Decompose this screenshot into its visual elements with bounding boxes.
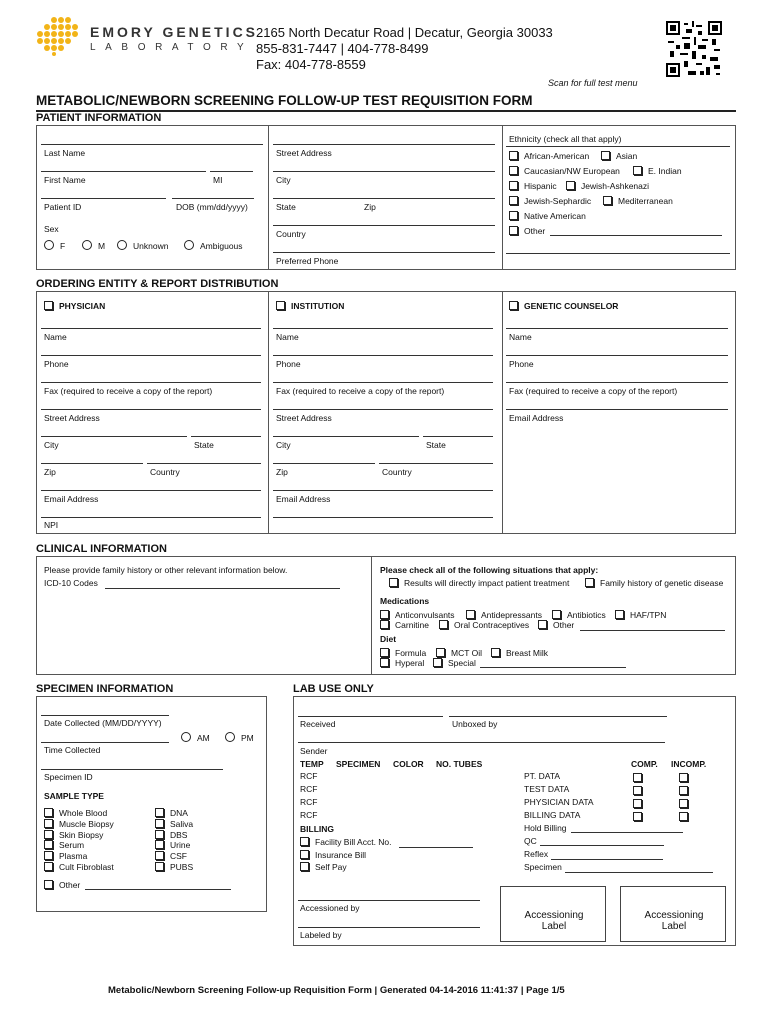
dob-field[interactable] [172,198,254,199]
inst-state-label: State [426,440,446,450]
lab-data-item: PT. DATA [524,771,561,781]
sample-type-heading: SAMPLE TYPE [44,791,104,801]
phys-fax-label: Fax (required to receive a copy of the report) [44,386,213,396]
reflex-label: Reflex [524,849,549,859]
eth-caucasian[interactable]: Caucasian/NW European [509,166,620,176]
time-collected-label: Time Collected [44,745,101,755]
icd-label: ICD-10 Codes [44,578,98,588]
sample-other-field[interactable] [85,889,231,890]
phys-city-label: City [44,440,59,450]
radio-m[interactable] [82,240,92,250]
sample-type-item[interactable]: PUBS [155,862,193,872]
ethnicity-heading: Ethnicity (check all that apply) [509,134,622,144]
diet-special-field[interactable] [480,667,626,668]
gc-phone-field[interactable] [506,382,728,383]
checkbox-icon[interactable] [603,196,612,205]
inst-zip-field[interactable] [273,490,493,491]
date-collected-field[interactable] [41,742,169,743]
sample-type-item[interactable]: Skin Biopsy [44,830,103,840]
checkbox-icon[interactable] [155,840,164,849]
hold-billing-label: Hold Billing [524,823,567,833]
scan-note: Scan for full test menu [548,78,638,88]
sample-type-item[interactable]: Serum [44,840,84,850]
checkbox-icon[interactable] [44,830,53,839]
eth-other-field-2[interactable] [506,253,730,254]
checkbox-icon[interactable] [155,830,164,839]
checkbox-icon[interactable] [44,862,53,871]
incomp-checkbox-icon[interactable] [679,812,688,821]
checkbox-icon[interactable] [276,301,285,310]
patient-street-label: Street Address [276,148,332,158]
rcf-2: RCF [300,784,318,794]
physician-checkbox[interactable]: PHYSICIAN [44,301,105,311]
sample-type-item[interactable]: CSF [155,851,187,861]
incomp-checkbox-icon[interactable] [679,773,688,782]
eth-other[interactable]: Other [509,226,545,236]
self-pay-checkbox[interactable]: Self Pay [300,862,347,872]
situations-heading: Please check all of the following situations that apply: [380,565,599,575]
med-antidepressants[interactable]: Antidepressants [466,610,542,620]
checkbox-icon[interactable] [155,808,164,817]
sex-unknown[interactable]: Unknown [117,240,168,251]
checkbox-icon[interactable] [566,181,575,190]
counselor-checkbox[interactable]: GENETIC COUNSELOR [509,301,618,311]
facility-bill-field[interactable] [399,847,473,848]
checkbox-icon[interactable] [155,851,164,860]
qc-label: QC [524,836,537,846]
sample-type-item[interactable]: Saliva [155,819,193,829]
time-collected-field[interactable] [41,769,223,770]
rcf-1: RCF [300,771,318,781]
checkbox-icon[interactable] [439,620,448,629]
mi-label: MI [213,175,223,185]
checkbox-icon[interactable] [509,211,518,220]
accession-label-1: Accessioning Label [524,910,584,932]
checkbox-icon[interactable] [601,151,610,160]
checkbox-icon[interactable] [44,819,53,828]
inst-country-field[interactable] [379,463,493,464]
incomp-checkbox-icon[interactable] [679,799,688,808]
medications-heading: Medications [380,596,430,606]
eth-sephardic[interactable]: Jewish-Sephardic [509,196,591,206]
sex-f[interactable]: F [44,240,65,251]
phys-phone-label: Phone [44,359,69,369]
checkbox-icon[interactable] [433,658,442,667]
col-temp: TEMP [300,759,324,769]
checkbox-icon[interactable] [509,226,518,235]
last-name-label: Last Name [44,148,86,158]
col-specimen: SPECIMEN [336,759,381,769]
inst-country-label: Country [382,467,412,477]
checkbox-icon[interactable] [300,837,309,846]
hold-billing-field[interactable] [571,832,683,833]
checkbox-icon[interactable] [44,808,53,817]
patient-country-field[interactable] [273,252,495,253]
eth-ashkenazi[interactable]: Jewish-Ashkenazi [566,181,649,191]
labeled-label: Labeled by [300,930,342,940]
diet-mct[interactable]: MCT Oil [436,648,482,658]
gc-phone-label: Phone [509,359,534,369]
inst-street-field[interactable] [273,436,419,437]
patient-country-label: Country [276,229,306,239]
eth-eindian[interactable]: E. Indian [633,166,682,176]
billing-heading: BILLING [300,824,334,834]
med-antibiotics[interactable]: Antibiotics [552,610,606,620]
specimen-heading: SPECIMEN INFORMATION [36,683,174,695]
eth-hispanic[interactable]: Hispanic [509,181,557,191]
lab-phones: 855-831-7447 | 404-778-8499 [256,41,429,56]
phys-state-field[interactable] [191,436,261,437]
lab-heading: LAB USE ONLY [293,683,374,695]
specimen-lab-label: Specimen [524,862,562,872]
checkbox-icon[interactable] [552,610,561,619]
reflex-field[interactable] [551,859,663,860]
inst-fax-field[interactable] [273,409,493,410]
checkbox-icon[interactable] [509,301,518,310]
checkbox-icon[interactable] [509,196,518,205]
accession-label-2: Accessioning Label [644,910,704,932]
gc-email-label: Email Address [509,413,564,423]
family-history-note: Please provide family history or other relevant information below. [44,565,288,575]
inst-phone-field[interactable] [273,382,493,383]
phys-npi-label: NPI [44,520,59,530]
radio-pm[interactable] [225,732,235,742]
impact-checkbox[interactable]: Results will directly impact patient treatment [389,578,569,588]
specimen-lab-field[interactable] [565,872,713,873]
lab-data-item: TEST DATA [524,784,570,794]
phys-zip-field[interactable] [41,490,261,491]
gc-fax-field[interactable] [506,409,728,410]
logo-mark [36,16,82,56]
diet-breast[interactable]: Breast Milk [491,648,548,658]
sample-type-item[interactable]: Plasma [44,851,87,861]
ordering-heading: ORDERING ENTITY & REPORT DISTRIBUTION [36,278,279,290]
sample-type-item[interactable]: Whole Blood [44,808,107,818]
gc-name-field[interactable] [506,355,728,356]
patient-id-label: Patient ID [44,202,82,212]
comp-checkbox-icon[interactable] [633,799,642,808]
checkbox-icon[interactable] [491,648,500,657]
dob-label: DOB (mm/dd/yyyy) [176,202,248,212]
gc-fax-label: Fax (required to receive a copy of the report) [509,386,678,396]
inst-email-label: Email Address [276,494,331,504]
checkbox-icon[interactable] [300,850,309,859]
checkbox-icon[interactable] [436,648,445,657]
specimen-id-label: Specimen ID [44,772,93,782]
form-title: METABOLIC/NEWBORN SCREENING FOLLOW-UP TEST REQUISITION FORM [36,93,533,108]
qr-code-icon [666,21,722,77]
checkbox-icon[interactable] [380,620,389,629]
logo-text-1: EMORY GENETICS [90,24,259,40]
radio-ambiguous[interactable] [184,240,194,250]
inst-name-field[interactable] [273,355,493,356]
eth-mediterranean[interactable]: Mediterranean [603,196,673,206]
patient-zip-label: Zip [364,202,376,212]
inst-city-field[interactable] [273,463,375,464]
sender-label: Sender [300,746,328,756]
checkbox-icon[interactable] [380,648,389,657]
eth-other-field[interactable] [550,235,722,236]
checkbox-icon[interactable] [509,151,518,160]
facility-bill-checkbox[interactable]: Facility Bill Acct. No. [300,837,392,847]
checkbox-icon[interactable] [466,610,475,619]
checkbox-icon[interactable] [615,610,624,619]
sample-type-item[interactable]: DNA [155,808,188,818]
col-incomp: INCOMP. [671,759,707,769]
mi-field[interactable] [210,171,253,172]
clinical-heading: CLINICAL INFORMATION [36,543,167,555]
patient-city-label: City [276,175,291,185]
sample-other[interactable]: Other [44,880,80,890]
sex-ambiguous[interactable]: Ambiguous [184,240,243,251]
checkbox-icon[interactable] [44,301,53,310]
patient-street-field[interactable] [273,171,495,172]
checkbox-icon[interactable] [44,880,53,889]
last-name-field[interactable] [41,171,206,172]
eth-aa[interactable]: African-American [509,151,589,161]
inst-name-label: Name [276,332,299,342]
inst-state-field[interactable] [423,436,493,437]
radio-am[interactable] [181,732,191,742]
eth-native[interactable]: Native American [509,211,586,221]
gc-name-label: Name [509,332,532,342]
diet-hyperal[interactable]: Hyperal [380,658,424,668]
insurance-bill-checkbox[interactable]: Insurance Bill [300,850,366,860]
inst-phone-label: Phone [276,359,301,369]
pm-radio[interactable]: PM [225,732,254,743]
col-color: COLOR [393,759,424,769]
footer: Metabolic/Newborn Screening Follow-up Requisition Form | Generated 04-14-2016 11:41:37 | Page 1/5 [108,985,565,996]
comp-checkbox-icon[interactable] [633,812,642,821]
med-haf[interactable]: HAF/TPN [615,610,666,620]
lab-data-item: PHYSICIAN DATA [524,797,594,807]
lab-address: 2165 North Decatur Road | Decatur, Georgia 30033 [256,25,553,40]
logo-text-2: LABORATORY [90,42,254,53]
checkbox-icon[interactable] [633,166,642,175]
unboxed-label: Unboxed by [452,719,498,729]
checkbox-icon[interactable] [509,181,518,190]
checkbox-icon[interactable] [380,658,389,667]
phys-name-field[interactable] [41,355,261,356]
first-name-label: First Name [44,175,86,185]
med-other[interactable]: Other [538,620,574,630]
lab-data-item: BILLING DATA [524,810,581,820]
incomp-checkbox-icon[interactable] [679,786,688,795]
phys-phone-field[interactable] [41,382,261,383]
checkbox-icon[interactable] [44,840,53,849]
accessioned-label: Accessioned by [300,903,360,913]
eth-asian[interactable]: Asian [601,151,637,161]
patient-heading: PATIENT INFORMATION [36,112,162,124]
phys-name-label: Name [44,332,67,342]
diet-special[interactable]: Special [433,658,476,668]
radio-f[interactable] [44,240,54,250]
med-other-field[interactable] [580,630,725,631]
inst-email-field[interactable] [273,517,493,518]
am-radio[interactable]: AM [181,732,210,743]
qc-field[interactable] [540,845,664,846]
sex-m[interactable]: M [82,240,105,251]
phys-street-label: Street Address [44,413,100,423]
med-carnitine[interactable]: Carnitine [380,620,429,630]
inst-fax-label: Fax (required to receive a copy of the report) [276,386,445,396]
checkbox-icon[interactable] [155,819,164,828]
checkbox-icon[interactable] [44,851,53,860]
received-label: Received [300,719,336,729]
phys-country-label: Country [150,467,180,477]
inst-street-label: Street Address [276,413,332,423]
checkbox-icon[interactable] [300,862,309,871]
received-field[interactable] [298,742,665,743]
first-name-field[interactable] [41,198,166,199]
col-tubes: NO. TUBES [436,759,483,769]
checkbox-icon[interactable] [389,578,398,587]
checkbox-icon[interactable] [509,166,518,175]
sample-type-item[interactable]: DBS [155,830,187,840]
inst-city-label: City [276,440,291,450]
rcf-4: RCF [300,810,318,820]
checkbox-icon[interactable] [538,620,547,629]
phys-street-field[interactable] [41,436,187,437]
med-oral[interactable]: Oral Contraceptives [439,620,529,630]
checkbox-icon[interactable] [380,610,389,619]
rcf-3: RCF [300,797,318,807]
sex-label: Sex [44,224,59,234]
patient-state-zip-field[interactable] [273,225,495,226]
med-anticonvulsants[interactable]: Anticonvulsants [380,610,455,620]
phys-fax-field[interactable] [41,409,261,410]
diet-formula[interactable]: Formula [380,648,426,658]
patient-phone-label: Preferred Phone [276,256,339,266]
phys-city-field[interactable] [41,463,143,464]
sample-type-item[interactable]: Muscle Biopsy [44,819,114,829]
date-collected-label: Date Collected (MM/DD/YYYY) [44,718,162,728]
checkbox-icon[interactable] [585,578,594,587]
patient-state-label: State [276,202,296,212]
patient-city-field[interactable] [273,198,495,199]
comp-checkbox-icon[interactable] [633,786,642,795]
sample-type-item[interactable]: Urine [155,840,190,850]
institution-checkbox[interactable]: INSTITUTION [276,301,344,311]
radio-unknown[interactable] [117,240,127,250]
inst-zip-label: Zip [276,467,288,477]
phys-email-field[interactable] [41,517,261,518]
checkbox-icon[interactable] [155,862,164,871]
phys-country-field[interactable] [147,463,261,464]
family-history-checkbox[interactable]: Family history of genetic disease [585,578,723,588]
lab-fax: Fax: 404-778-8559 [256,57,366,72]
diet-heading: Diet [380,634,397,644]
phys-email-label: Email Address [44,494,99,504]
accessioned-field[interactable] [298,927,480,928]
sample-type-item[interactable]: Cult Fibroblast [44,862,114,872]
comp-checkbox-icon[interactable] [633,773,642,782]
icd-field[interactable] [105,588,340,589]
phys-state-label: State [194,440,214,450]
phys-zip-label: Zip [44,467,56,477]
col-comp: COMP. [631,759,658,769]
